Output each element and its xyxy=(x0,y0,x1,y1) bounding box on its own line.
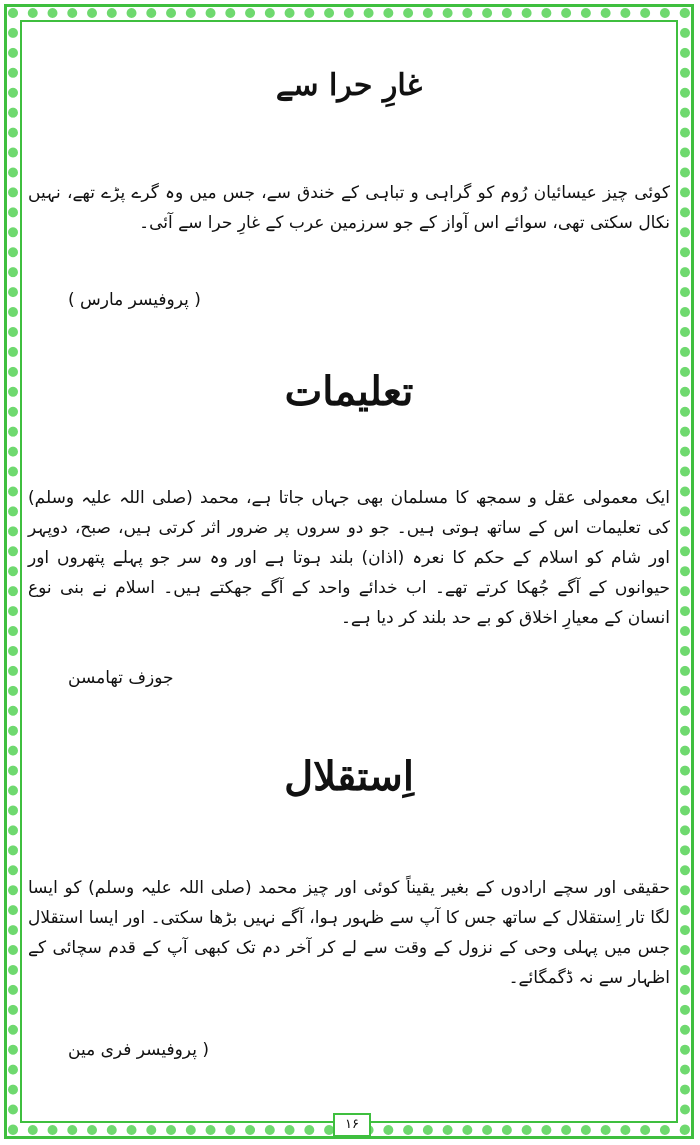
section-1-author: ( پروفیسر مارس ) xyxy=(68,290,201,310)
page-content xyxy=(28,28,670,1108)
section-3-author: ( پروفیسر فری مین xyxy=(68,1040,209,1060)
section-3-paragraph: حقیقی اور سچے ارادوں کے بغیر یقیناً کوئی اور چیز محمد (صلی اللہ علیہ وسلم) کو ایسا لگا تار اِستقلال کے ساتھ جس کا آپ سے ظہور ہوا، آگے نہیں بڑھا سکتی۔ اور ایسا استقلال جس میں پہلی وحی کے نزول کے وقت سے لے کر آخر دم تک کبھی آپ کے قدم سچائی کے اظہار سے نہ ڈگمگائے۔ xyxy=(28,878,670,988)
section-1-heading: غارِ حرا سے xyxy=(275,68,423,103)
section-2-paragraph: ایک معمولی عقل و سمجھ کا مسلمان بھی جہاں جاتا ہے، محمد (صلی اللہ علیہ وسلم) کی تعلیمات اس کے ساتھ ہوتی ہیں۔ جو دو سروں پر ضرور اثر کرتی ہیں، صبح، دوپہر اور شام کو اسلام کے حکم کا نعرہ (اذان) بلند ہوتا ہے اور وہ سر جو پہلے پتھروں اور حیوانوں کے آگے جُھکا کرتے تھے۔ اب خدائے واحد کے آگے جھکتے ہیں۔ اسلام نے بنی نوع انسان کے معیارِ اخلاق کو بے حد بلند کر دیا ہے۔ xyxy=(28,488,670,628)
section-2-heading: تعلیمات xyxy=(284,368,414,415)
section-1-paragraph: کوئی چیز عیسائیان رُوم کو گراہی و تباہی کے خندق سے، جس میں وہ گرے پڑے تھے، نہیں نکال سکتی تھی، سوائے اس آواز کے جو سرزمین عرب کے غارِ حرا سے آئی۔ xyxy=(28,183,670,233)
page-number: ۱۶ xyxy=(333,1113,371,1137)
section-3-heading: اِستقلال xyxy=(284,753,414,800)
section-2-author: جوزف تھامسن xyxy=(68,668,174,688)
